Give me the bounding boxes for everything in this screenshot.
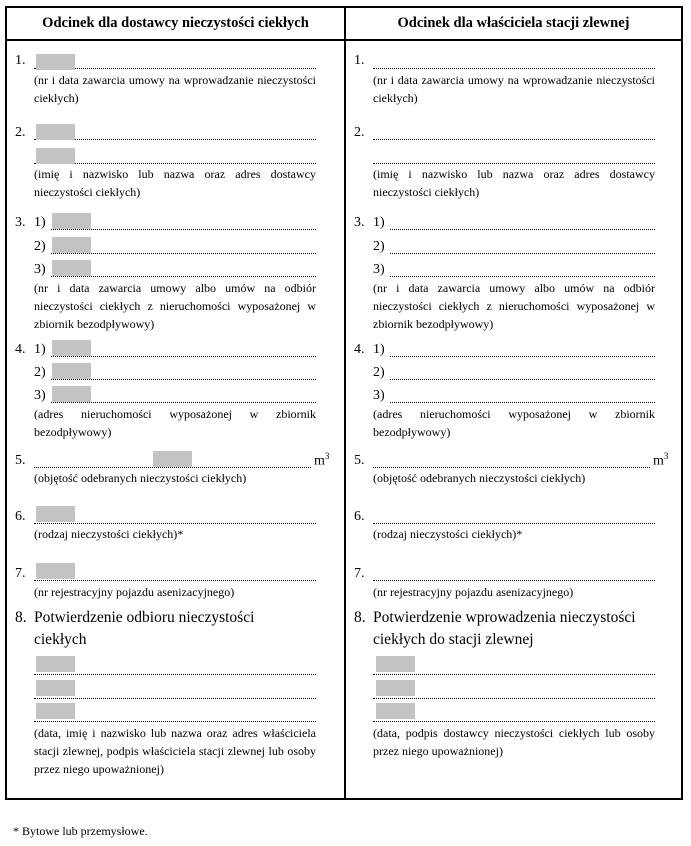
fill-line bbox=[373, 139, 655, 140]
form-table bbox=[5, 6, 683, 800]
redacted-field bbox=[52, 363, 91, 379]
item-number: 5. bbox=[354, 453, 365, 468]
section-title: Potwierdzenie odbioru nieczystości ciekłych bbox=[34, 609, 255, 648]
fill-line bbox=[390, 229, 655, 230]
fill-line bbox=[34, 674, 316, 675]
sub-number: 2) bbox=[34, 239, 46, 254]
column-header: Odcinek dla właściciela stacji zlewnej bbox=[346, 8, 681, 41]
fill-line bbox=[51, 276, 316, 277]
item-number: 8. bbox=[15, 609, 27, 626]
sub-number: 2) bbox=[373, 365, 385, 380]
fill-line bbox=[34, 68, 316, 69]
fill-line bbox=[390, 379, 655, 380]
fill-line bbox=[51, 379, 316, 380]
sub-number: 1) bbox=[34, 342, 46, 357]
item-number: 3. bbox=[15, 215, 26, 230]
redacted-field bbox=[52, 260, 91, 276]
field-caption: (nr rejestracyjny pojazdu asenizacyjnego) bbox=[34, 585, 235, 599]
redacted-field bbox=[52, 213, 91, 229]
fill-line bbox=[51, 356, 316, 357]
field-caption: (imię i nazwisko lub nazwa oraz adres dostawcy nieczystości ciekłych) bbox=[34, 167, 316, 199]
sub-number: 3) bbox=[34, 262, 46, 277]
fill-line bbox=[51, 402, 316, 403]
fill-line bbox=[373, 163, 655, 164]
unit-m3: $m^3$ bbox=[314, 451, 330, 469]
redacted-field bbox=[36, 148, 75, 164]
redacted-field bbox=[36, 656, 75, 672]
item-number: 6. bbox=[354, 509, 365, 524]
item-number: 7. bbox=[354, 566, 365, 581]
item-number: 1. bbox=[354, 53, 365, 68]
fill-line bbox=[390, 402, 655, 403]
redacted-field bbox=[36, 703, 75, 719]
sub-number: 3) bbox=[373, 388, 385, 403]
field-caption: (data, podpis dostawcy nieczystości ciekłych lub osoby przez niego upoważnionej) bbox=[373, 726, 655, 758]
fill-line bbox=[373, 467, 650, 468]
redacted-field bbox=[52, 340, 91, 356]
section-title: Potwierdzenie wprowadzenia nieczystości ciekłych do stacji zlewnej bbox=[373, 609, 636, 648]
fill-line bbox=[373, 68, 655, 69]
fill-line bbox=[34, 163, 316, 164]
fill-line bbox=[373, 674, 655, 675]
sub-number: 2) bbox=[34, 365, 46, 380]
item-number: 7. bbox=[15, 566, 26, 581]
field-caption: (objętość odebranych nieczystości ciekłych) bbox=[373, 471, 586, 485]
item-number: 3. bbox=[354, 215, 365, 230]
field-caption: (rodzaj nieczystości ciekłych)* bbox=[34, 527, 184, 541]
field-caption: (adres nieruchomości wyposażonej w zbiornik bezodpływowy) bbox=[373, 407, 655, 439]
redacted-field bbox=[36, 124, 75, 140]
redacted-field bbox=[52, 386, 91, 402]
item-number: 4. bbox=[15, 342, 26, 357]
column-header: Odcinek dla dostawcy nieczystości ciekłych bbox=[7, 8, 344, 41]
column-station bbox=[344, 8, 681, 798]
sub-number: 2) bbox=[373, 239, 385, 254]
fill-line bbox=[390, 356, 655, 357]
fill-line bbox=[34, 580, 316, 581]
item-number: 4. bbox=[354, 342, 365, 357]
field-caption: (nr i data zawarcia umowy albo umów na odbiór nieczystości ciekłych z nieruchomości wyposażonej w zbiornik bezodpływowy) bbox=[373, 281, 655, 331]
redacted-field bbox=[153, 451, 192, 467]
fill-line bbox=[373, 580, 655, 581]
item-number: 2. bbox=[15, 125, 26, 140]
fill-line bbox=[34, 721, 316, 722]
unit-m3: $m^3$ bbox=[653, 451, 669, 469]
sub-number: 1) bbox=[34, 215, 46, 230]
sub-number: 3) bbox=[373, 262, 385, 277]
redacted-field bbox=[376, 703, 415, 719]
sub-number: 3) bbox=[34, 388, 46, 403]
field-caption: (objętość odebranych nieczystości ciekłych) bbox=[34, 471, 247, 485]
sub-number: 1) bbox=[373, 215, 385, 230]
item-number: 6. bbox=[15, 509, 26, 524]
fill-line bbox=[390, 276, 655, 277]
redacted-field bbox=[36, 680, 75, 696]
item-number: 2. bbox=[354, 125, 365, 140]
column-supplier bbox=[7, 8, 344, 798]
redacted-field bbox=[36, 563, 75, 579]
fill-line bbox=[390, 253, 655, 254]
field-caption: (rodzaj nieczystości ciekłych)* bbox=[373, 527, 523, 541]
item-number: 8. bbox=[354, 609, 366, 626]
redacted-field bbox=[376, 680, 415, 696]
redacted-field bbox=[376, 656, 415, 672]
field-caption: (imię i nazwisko lub nazwa oraz adres dostawcy nieczystości ciekłych) bbox=[373, 167, 655, 199]
field-caption: (adres nieruchomości wyposażonej w zbiornik bezodpływowy) bbox=[34, 407, 316, 439]
redacted-field bbox=[36, 54, 75, 70]
fill-line bbox=[34, 139, 316, 140]
fill-line bbox=[373, 698, 655, 699]
redacted-field bbox=[52, 237, 91, 253]
field-caption: (data, imię i nazwisko lub nazwa oraz adres właściciela stacji zlewnej, podpis właściciela stacji zlewnej lub osoby przez niego upoważnionej) bbox=[34, 726, 316, 776]
fill-line bbox=[34, 523, 316, 524]
field-caption: (nr i data zawarcia umowy na wprowadzanie nieczystości ciekłych) bbox=[34, 73, 316, 105]
fill-line bbox=[51, 229, 316, 230]
fill-line bbox=[373, 721, 655, 722]
fill-line bbox=[34, 467, 311, 468]
fill-line bbox=[34, 698, 316, 699]
field-caption: (nr i data zawarcia umowy albo umów na odbiór nieczystości ciekłych z nieruchomości wyposażonej w zbiornik bezodpływowy) bbox=[34, 281, 316, 331]
item-number: 5. bbox=[15, 453, 26, 468]
field-caption: (nr i data zawarcia umowy na wprowadzanie nieczystości ciekłych) bbox=[373, 73, 655, 105]
redacted-field bbox=[36, 506, 75, 522]
fill-line bbox=[373, 523, 655, 524]
sub-number: 1) bbox=[373, 342, 385, 357]
field-caption: (nr rejestracyjny pojazdu asenizacyjnego) bbox=[373, 585, 574, 599]
item-number: 1. bbox=[15, 53, 26, 68]
footnote: * Bytowe lub przemysłowe. bbox=[13, 824, 148, 838]
fill-line bbox=[51, 253, 316, 254]
